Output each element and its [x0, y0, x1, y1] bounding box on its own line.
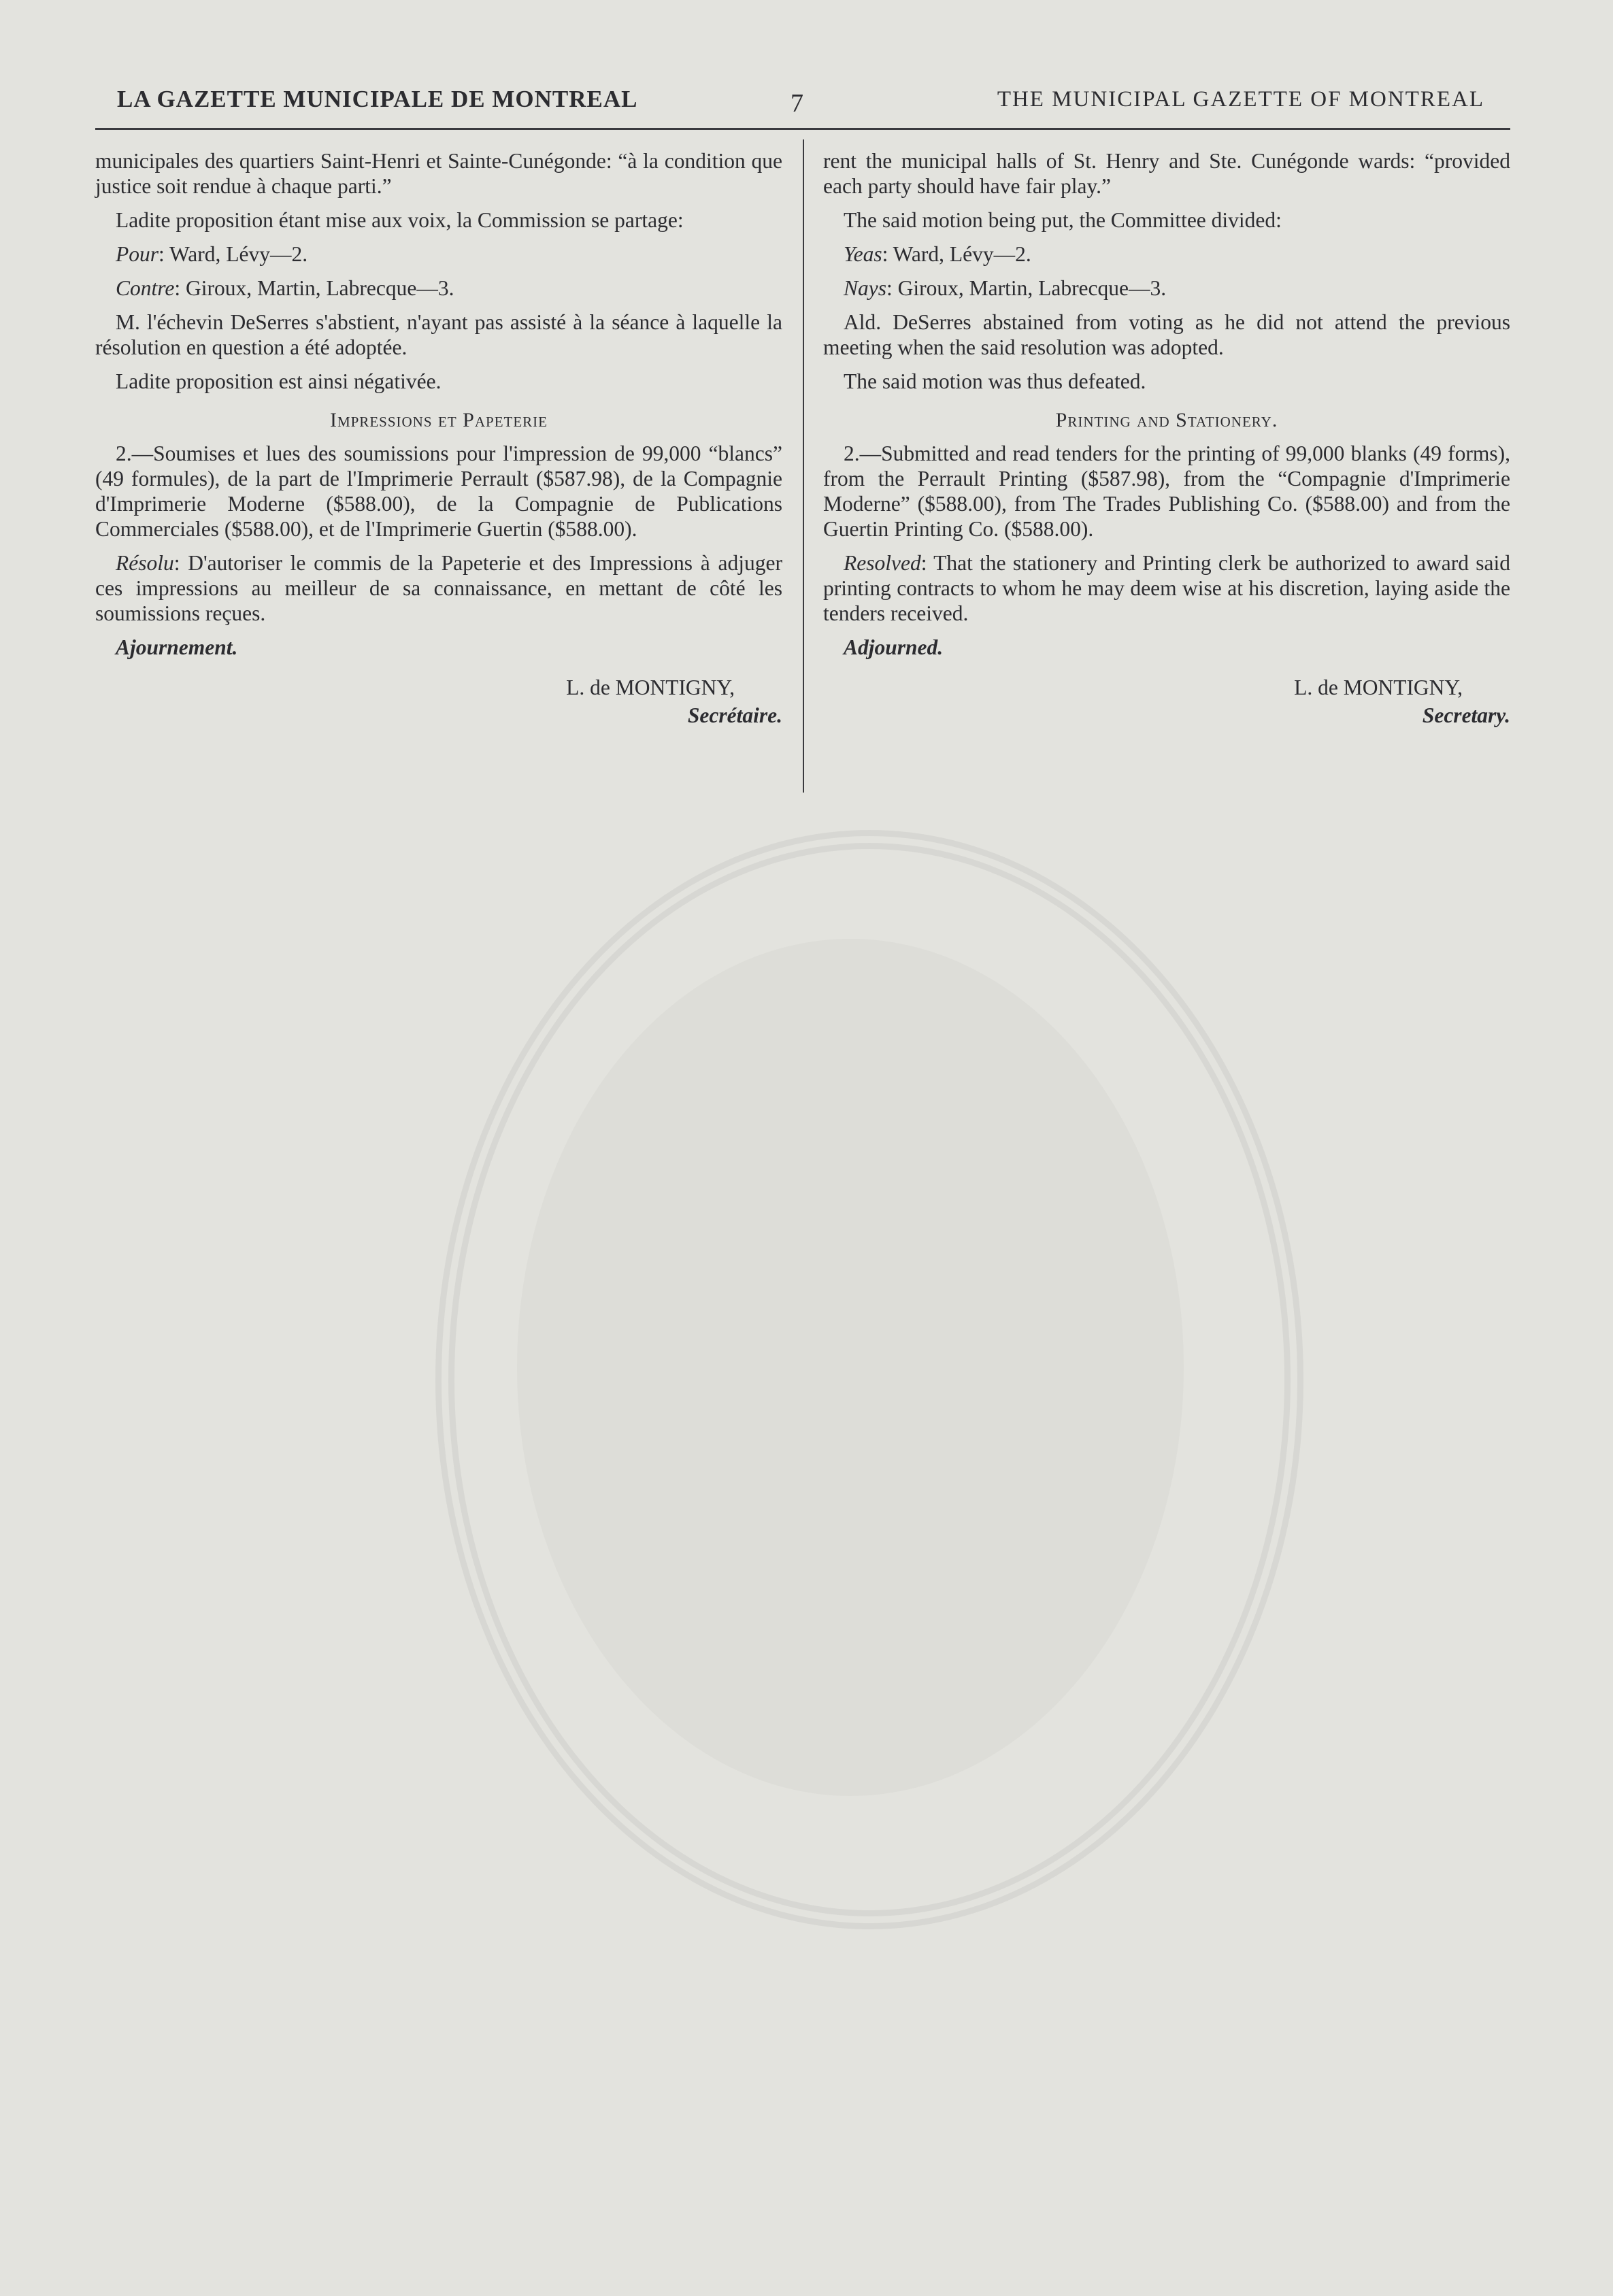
french-paragraph: municipales des quartiers Saint-Henri et Sainte-Cunégonde: “à la condition que justice soit rendue à chaque parti.” — [95, 149, 782, 198]
french-signature: L. de MONTIGNY, — [566, 676, 735, 699]
contre-names: : Giroux, Martin, Labrecque—3. — [174, 276, 454, 300]
yeas-label: Yeas — [844, 242, 882, 266]
english-signature-title: Secretary. — [1422, 703, 1510, 727]
french-resolution — [95, 550, 782, 626]
english-vote-yeas — [823, 242, 1510, 267]
english-paragraph: Ald. DeSerres abstained from voting as he did not attend the previous meeting when the said resolution was adopted. — [823, 310, 1510, 359]
french-paragraph: M. l'échevin DeSerres s'abstient, n'ayant pas assisté à la séance à laquelle la résolution en question a été adoptée. — [95, 310, 782, 359]
french-paragraph: Ladite proposition est ainsi négativée. — [116, 369, 442, 393]
resolu-text: : D'autoriser le commis de la Papeterie et des Impressions à adjuger ces impressions au meilleur de sa connaissance, en mettant de côté les soumissions reçues. — [95, 551, 782, 625]
resolved-label: Resolved — [844, 551, 921, 575]
page-number: 7 — [791, 89, 804, 118]
french-section-heading: Impressions et Papeterie — [329, 409, 548, 431]
english-paragraph: 2.—Submitted and read tenders for the printing of 99,000 blanks (49 forms), from the Perrault Printing ($587.98), from the “Compagnie d'Imprimerie Moderne” ($588.00), from The Trades Publishing Co. ($588.00) and from the Guertin Printing Co. ($588.00). — [823, 442, 1510, 541]
nays-label: Nays — [844, 276, 886, 300]
french-vote-against — [95, 276, 782, 301]
french-adjournment: Ajournement. — [116, 635, 238, 659]
english-column — [823, 148, 1510, 728]
french-signature-title: Secrétaire. — [687, 703, 782, 727]
resolved-text: : That the stationery and Printing clerk be authorized to award said printing contracts to whom he may deem wise at his discretion, laying aside the tenders received. — [823, 551, 1510, 625]
english-signature: L. de MONTIGNY, — [1294, 676, 1463, 699]
contre-label: Contre — [116, 276, 175, 300]
resolu-label: Résolu — [116, 551, 174, 575]
header-rule — [95, 128, 1510, 130]
show-through-seal-inner — [517, 939, 1184, 1796]
column-divider — [803, 139, 804, 793]
french-paragraph: Ladite proposition étant mise aux voix, la Commission se partage: — [116, 208, 684, 232]
english-paragraph: The said motion was thus defeated. — [844, 369, 1146, 393]
page-header — [117, 79, 1484, 117]
pour-label: Pour — [116, 242, 159, 266]
header-french-title: LA GAZETTE MUNICIPALE DE MONTREAL — [117, 86, 638, 112]
english-adjournment: Adjourned. — [844, 635, 944, 659]
nays-names: : Giroux, Martin, Labrecque—3. — [886, 276, 1167, 300]
yeas-names: : Ward, Lévy—2. — [882, 242, 1031, 266]
header-english-title: THE MUNICIPAL GAZETTE OF MONTREAL — [997, 87, 1484, 112]
english-paragraph: rent the municipal halls of St. Henry and Ste. Cunégonde wards: “provided each party should have fair play.” — [823, 149, 1510, 198]
english-vote-nays — [823, 276, 1510, 301]
english-resolution — [823, 550, 1510, 626]
english-paragraph: The said motion being put, the Committee divided: — [844, 208, 1282, 232]
pour-names: : Ward, Lévy—2. — [159, 242, 308, 266]
french-vote-for — [95, 242, 782, 267]
french-column — [95, 148, 782, 728]
english-section-heading: Printing and Stationery. — [1055, 409, 1278, 431]
french-paragraph: 2.—Soumises et lues des soumissions pour l'impression de 99,000 “blancs” (49 formules), de la part de l'Imprimerie Perrault ($587.98), de la Compagnie d'Imprimerie Moderne ($588.00), de la Compagnie de Publications Commerciales ($588.00), et de l'Imprimerie Guertin ($588.00). — [95, 442, 782, 541]
